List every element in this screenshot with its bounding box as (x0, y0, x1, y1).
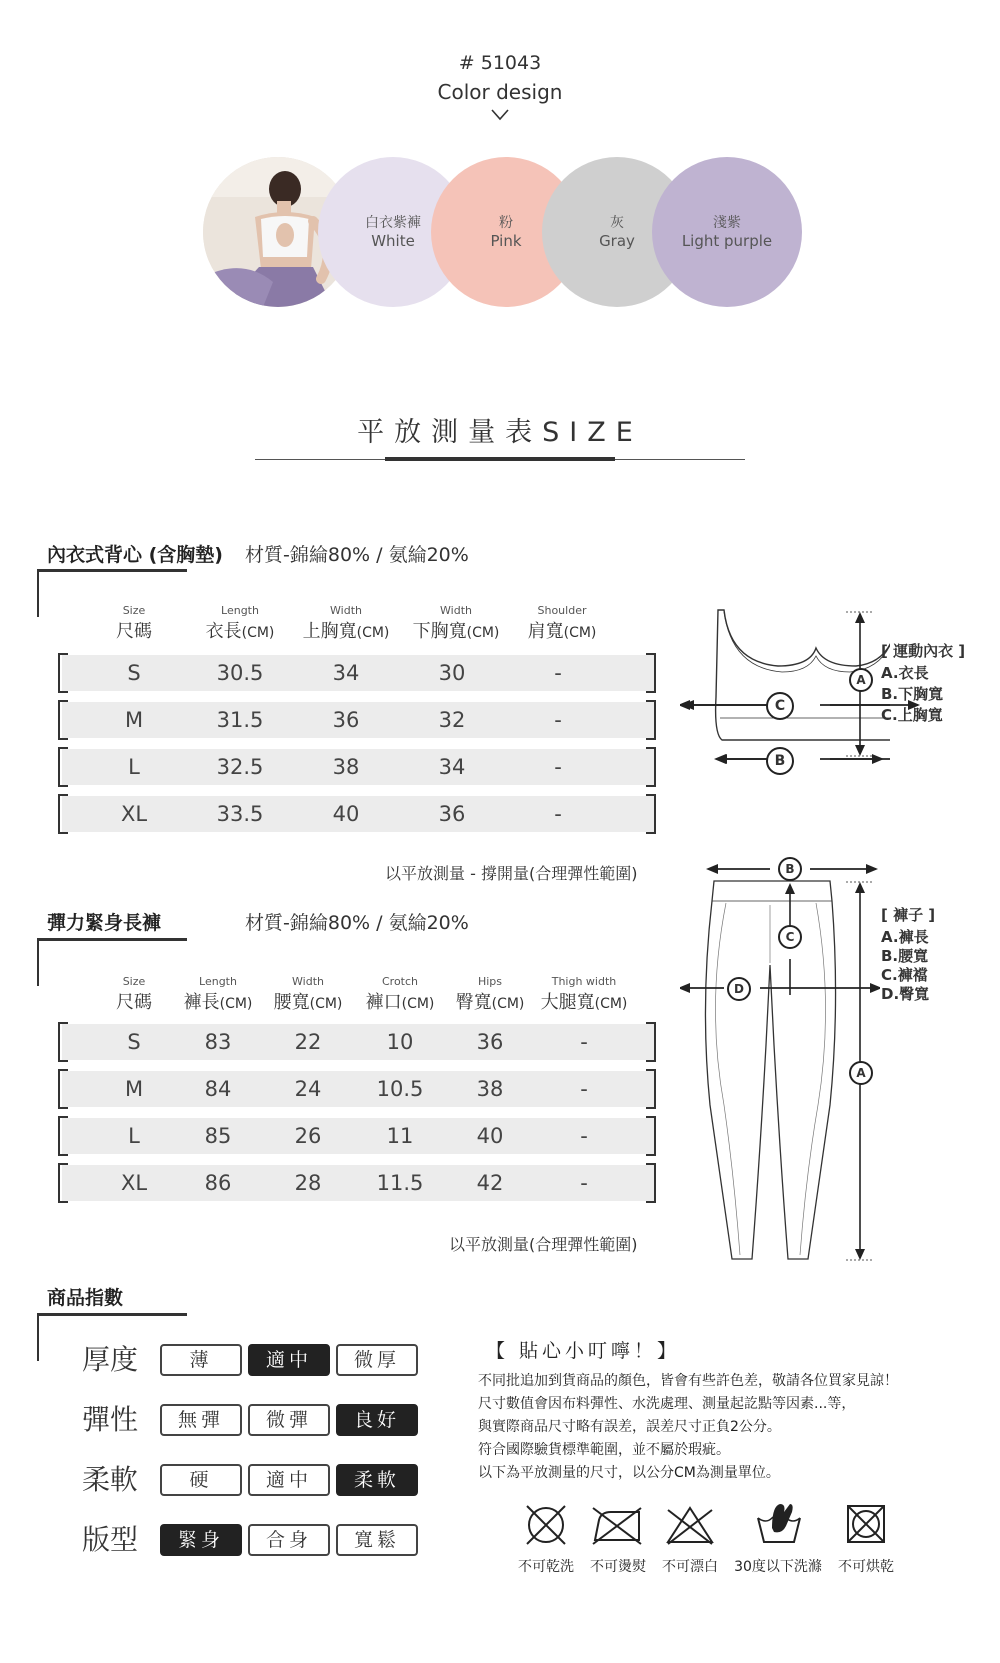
bra-measure-note: 以平放測量 - 撐開量(合理彈性範圍) (385, 864, 638, 883)
table-cell: 10.5 (376, 1077, 424, 1101)
table-cell: 11.5 (376, 1171, 424, 1195)
table-cell: - (580, 1124, 588, 1148)
table-cell: 32.5 (216, 755, 264, 779)
swatch-en: Pink (490, 232, 522, 250)
table-cell: 11 (386, 1124, 414, 1148)
care-label: 不可乾洗 (518, 1559, 574, 1575)
index-option: 適中 (248, 1464, 330, 1496)
header-zh (94, 617, 174, 643)
pants-diagram-item: A.褲長 (881, 928, 929, 946)
header-unit: (CM) (241, 625, 275, 641)
pants-diagram-item: B.腰寬 (881, 947, 929, 965)
header-en: Width (292, 975, 324, 988)
row-bracket-right (646, 1069, 656, 1109)
table-cell: 36 (332, 708, 360, 732)
header-zh (446, 988, 534, 1014)
swatch-zh: 淺紫 (713, 215, 741, 231)
section-vbar (37, 569, 39, 617)
header-unit: (CM) (356, 625, 390, 641)
row-bracket-right (646, 653, 656, 693)
section-bar (37, 569, 187, 572)
row-bracket-right (646, 1116, 656, 1156)
table-cell: XL (120, 1171, 148, 1195)
index-option: 無彈 (160, 1404, 242, 1436)
index-option: 合身 (248, 1524, 330, 1556)
header-en: Size (122, 975, 146, 988)
marker-a: A (849, 668, 873, 692)
table-cell: 83 (204, 1030, 232, 1054)
marker-c: C (778, 925, 802, 949)
table-cell: L (128, 755, 140, 779)
care-label: 不可烘乾 (838, 1559, 894, 1575)
care-label: 不可漂白 (662, 1559, 718, 1575)
index-option: 適中 (248, 1344, 330, 1376)
table-cell: - (580, 1077, 588, 1101)
table-cell: 31.5 (216, 708, 264, 732)
marker-b: B (766, 747, 794, 775)
table-cell: M (124, 708, 144, 732)
row-bracket-right (646, 1163, 656, 1203)
chevron-down-icon (490, 108, 510, 122)
index-label: 版型 (82, 1523, 139, 1556)
index-option: 緊身 (160, 1524, 242, 1556)
index-option: 薄 (160, 1344, 242, 1376)
table-cell: 22 (294, 1030, 322, 1054)
section-vbar (37, 1313, 39, 1361)
header-zh (290, 617, 402, 643)
table-cell: 10 (386, 1030, 414, 1054)
header-unit: (CM) (491, 996, 525, 1012)
pants-section-title: 彈力緊身長褲 (47, 912, 162, 934)
swatch-en: White (371, 232, 415, 250)
index-option: 寬鬆 (336, 1524, 418, 1556)
product-sku: # 51043 (458, 52, 542, 74)
table-cell: - (554, 802, 562, 826)
header-zh-text: 臀寬 (455, 992, 492, 1013)
header-zh-text: 大腿寬 (540, 992, 595, 1013)
table-cell: 30 (438, 661, 466, 685)
row-bracket-left (58, 1116, 68, 1156)
header-en: Width (330, 604, 362, 617)
header-zh (352, 988, 448, 1014)
table-cell: 84 (204, 1077, 232, 1101)
table-cell: 34 (438, 755, 466, 779)
header-en: Crotch (381, 975, 419, 988)
table-cell: L (128, 1124, 140, 1148)
swatch-en: Gray (599, 232, 635, 250)
bra-material: 材質-錦綸80% / 氨綸20% (245, 544, 469, 566)
index-option: 良好 (336, 1404, 418, 1436)
row-bracket-left (58, 653, 68, 693)
header-zh (512, 617, 612, 643)
tips-line: 與實際商品尺寸略有誤差，誤差尺寸正負2公分。 (478, 1419, 781, 1435)
table-cell: XL (120, 802, 148, 826)
header-en: Width (440, 604, 472, 617)
swatch-zh: 粉 (499, 215, 513, 231)
table-cell: 34 (332, 661, 360, 685)
index-option: 微彈 (248, 1404, 330, 1436)
table-cell: 38 (332, 755, 360, 779)
row-bracket-right (646, 747, 656, 787)
bra-section-title: 內衣式背心 (含胸墊) (47, 544, 223, 566)
table-cell: 86 (204, 1171, 232, 1195)
tips-line: 符合國際驗貨標準範圍，並不屬於瑕疵。 (478, 1442, 730, 1458)
header-unit: (CM) (309, 996, 343, 1012)
header-unit: (CM) (401, 996, 435, 1012)
header-en: Thigh width (551, 975, 617, 988)
no-iron-icon (589, 1502, 645, 1548)
index-option: 柔軟 (336, 1464, 418, 1496)
bra-diagram-item: C.上胸寬 (881, 706, 943, 724)
tips-line: 尺寸數值會因布料彈性、水洗處理、測量起訖點等因素...等， (478, 1396, 856, 1412)
table-cell: 36 (438, 802, 466, 826)
bra-diagram-item: B.下胸寬 (881, 685, 944, 703)
index-option: 硬 (160, 1464, 242, 1496)
index-option: 微厚 (336, 1344, 418, 1376)
header-en: Shoulder (537, 604, 587, 617)
color-design-heading: Color design (437, 80, 563, 104)
header-unit: (CM) (466, 625, 500, 641)
header-zh-text: 尺碼 (116, 621, 152, 642)
row-bracket-left (58, 1022, 68, 1062)
header-unit: (CM) (219, 996, 253, 1012)
table-cell: S (127, 1030, 141, 1054)
header-zh (262, 988, 354, 1014)
bra-diagram-title: [ 運動內衣 ] (881, 642, 966, 660)
table-cell: 33.5 (216, 802, 264, 826)
table-cell: - (580, 1171, 588, 1195)
header-zh (532, 988, 636, 1014)
table-cell: - (554, 708, 562, 732)
section-vbar (37, 938, 39, 986)
table-cell: 38 (476, 1077, 504, 1101)
no-tumble-dry-icon (844, 1502, 888, 1546)
table-cell: 42 (476, 1171, 504, 1195)
index-label: 厚度 (82, 1343, 139, 1376)
row-bracket-left (58, 747, 68, 787)
no-dry-clean-icon (523, 1502, 569, 1548)
care-label: 30度以下洗滌 (734, 1559, 822, 1575)
header-zh-text: 腰寬 (273, 992, 310, 1013)
header-unit: (CM) (563, 625, 597, 641)
table-cell: - (580, 1030, 588, 1054)
care-label: 不可燙熨 (590, 1559, 646, 1575)
swatch-zh: 灰 (610, 215, 624, 231)
marker-c: C (766, 692, 794, 720)
pants-diagram-item: D.臀寬 (881, 985, 930, 1003)
header-en: Hips (477, 975, 503, 988)
header-en: Length (199, 975, 237, 988)
table-cell: 24 (294, 1077, 322, 1101)
index-label: 柔軟 (82, 1463, 139, 1496)
tips-title: 【 貼心小叮嚀！】 (486, 1340, 681, 1362)
table-cell: 40 (476, 1124, 504, 1148)
row-bracket-right (646, 700, 656, 740)
header-zh-text: 衣長 (205, 621, 242, 642)
header-zh-text: 上胸寬 (302, 621, 357, 642)
row-bracket-left (58, 1163, 68, 1203)
row-bracket-right (646, 1022, 656, 1062)
swatch-light-purple[interactable] (652, 157, 802, 307)
index-section-title: 商品指數 (47, 1287, 124, 1309)
pants-material: 材質-錦綸80% / 氨綸20% (245, 912, 469, 934)
pants-diagram-title: [ 褲子 ] (881, 906, 936, 924)
table-cell: M (124, 1077, 144, 1101)
swatch-zh: 白衣紫褲 (365, 215, 421, 231)
table-cell: 28 (294, 1171, 322, 1195)
table-cell: - (554, 755, 562, 779)
row-bracket-left (58, 700, 68, 740)
header-en: Length (221, 604, 259, 617)
swatch-en: Light purple (681, 232, 773, 250)
pants-diagram-item: C.褲襠 (881, 966, 928, 984)
index-label: 彈性 (82, 1403, 139, 1436)
marker-d: D (727, 977, 751, 1001)
row-bracket-right (646, 794, 656, 834)
tips-line: 以下為平放測量的尺寸，以公分CM為測量單位。 (478, 1465, 780, 1481)
tips-line: 不同批追加到貨商品的顏色，皆會有些許色差，敬請各位買家見諒！ (478, 1373, 898, 1389)
marker-a: A (849, 1061, 873, 1085)
pants-measure-note: 以平放測量(合理彈性範圍) (449, 1235, 638, 1254)
table-cell: 32 (438, 708, 466, 732)
table-cell: S (127, 661, 141, 685)
table-cell: - (554, 661, 562, 685)
header-zh-text: 褲口 (365, 992, 402, 1013)
hand-wash-30-icon (754, 1498, 804, 1548)
section-bar (37, 938, 187, 941)
table-cell: 85 (204, 1124, 232, 1148)
table-cell: 36 (476, 1030, 504, 1054)
row-bracket-left (58, 794, 68, 834)
header-zh-text: 下胸寬 (412, 621, 467, 642)
no-bleach-icon (664, 1502, 716, 1548)
header-en: Size (122, 604, 146, 617)
header-zh (190, 617, 290, 643)
row-bracket-left (58, 1069, 68, 1109)
header-zh (400, 617, 512, 643)
header-unit: (CM) (594, 996, 628, 1012)
marker-b: B (778, 857, 802, 881)
header-zh-text: 尺碼 (116, 992, 152, 1013)
title-divider-accent (385, 457, 615, 461)
bra-diagram-item: A.衣長 (881, 664, 929, 682)
table-cell: 26 (294, 1124, 322, 1148)
header-zh-text: 肩寬 (527, 621, 564, 642)
header-zh (172, 988, 264, 1014)
header-zh-text: 褲長 (183, 992, 220, 1013)
table-cell: 30.5 (216, 661, 264, 685)
header-zh (94, 988, 174, 1014)
size-table-title: 平放測量表SIZE (357, 417, 643, 448)
table-cell: 40 (332, 802, 360, 826)
section-bar (37, 1313, 187, 1316)
